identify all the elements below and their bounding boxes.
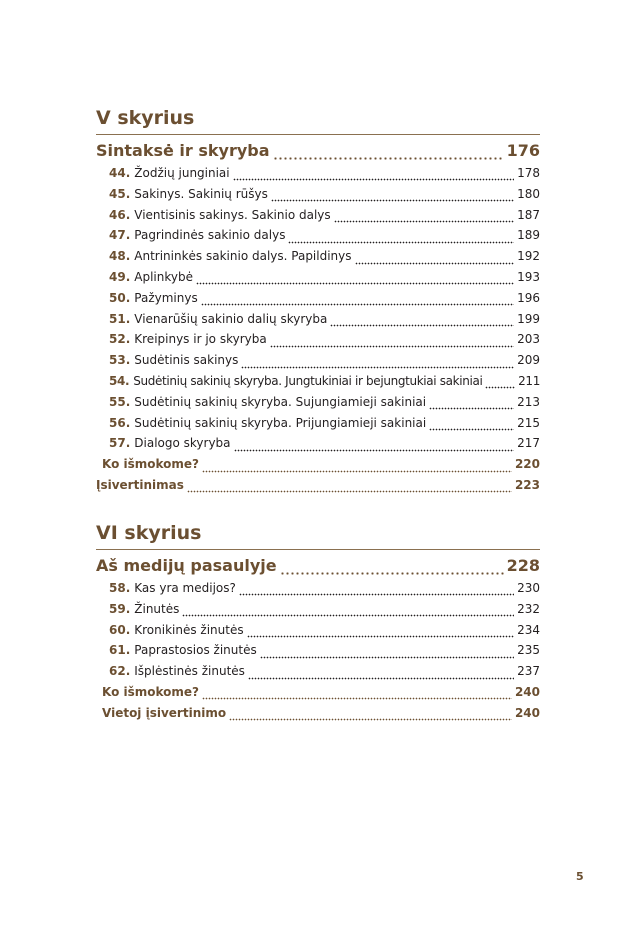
entry-page: 237 (517, 664, 540, 679)
toc-entry-47[interactable] (96, 225, 540, 246)
entry-number: 45. (109, 186, 131, 201)
entry-number: 60. (109, 622, 131, 637)
summary-label: Įsivertinimas (96, 477, 184, 492)
entry-number: 47. (109, 228, 131, 243)
dot-leader (229, 711, 512, 721)
entry-number: 57. (109, 436, 131, 451)
entry-label: Dialogo skyryba (134, 436, 231, 451)
dot-leader (271, 192, 514, 202)
entry-number: 62. (109, 664, 131, 679)
chapter-section-v (96, 106, 540, 496)
dot-leader (182, 607, 514, 617)
toc-entry-51[interactable] (96, 309, 540, 330)
toc-entry-61[interactable] (96, 640, 540, 661)
toc-entry-53[interactable] (96, 350, 540, 371)
dot-leader (330, 317, 514, 327)
dot-leader (273, 149, 504, 161)
entry-number: 58. (109, 581, 131, 595)
entry-page: 199 (517, 311, 540, 326)
dot-leader (187, 483, 512, 493)
summary-page: 240 (514, 684, 540, 699)
dot-leader (247, 628, 514, 638)
toc-entry-56[interactable] (96, 413, 540, 434)
dot-leader (248, 670, 514, 680)
topic-page: 176 (506, 141, 540, 160)
toc-topic-row[interactable] (96, 139, 540, 163)
entry-number: 46. (109, 207, 131, 222)
toc-entry-49[interactable] (96, 267, 540, 288)
entry-label: Antrininkės sakinio dalys. Papildinys (134, 249, 352, 264)
toc-summary-review[interactable] (96, 454, 540, 475)
toc-entry-52[interactable] (96, 329, 540, 350)
toc-entry-62[interactable] (96, 661, 540, 682)
entry-number: 56. (109, 415, 131, 430)
entry-number: 52. (109, 332, 131, 347)
toc-entry-50[interactable] (96, 288, 540, 309)
entry-page: 192 (517, 249, 540, 264)
dot-leader (288, 234, 514, 244)
entry-number: 49. (109, 269, 131, 284)
entry-number: 51. (109, 311, 131, 326)
chapter-title: V skyrius (96, 106, 540, 135)
toc-entry-44[interactable] (96, 163, 540, 184)
entry-page: 215 (517, 415, 540, 430)
entry-label: Žodžių junginiai (134, 166, 230, 180)
entry-label: Sakinys. Sakinių rūšys (134, 186, 268, 201)
toc-topic-row[interactable] (96, 554, 540, 578)
entry-page: 209 (517, 353, 540, 368)
entry-label: Sudėtinių sakinių skyryba. Sujungiamieji sakiniai (134, 394, 427, 409)
dot-leader (429, 400, 514, 410)
dot-leader (355, 255, 515, 265)
chapter-title: VI skyrius (96, 521, 540, 550)
entry-page: 235 (517, 643, 540, 658)
toc-entry-46[interactable] (96, 205, 540, 226)
toc-summary-review[interactable] (96, 682, 540, 703)
dot-leader (270, 338, 514, 348)
entry-number: 44. (109, 166, 131, 180)
entry-label: Pagrindinės sakinio dalys (134, 228, 286, 243)
entry-page: 203 (517, 332, 540, 347)
entry-label: Sudėtinių sakinių skyryba. Jungtukiniai ir bejungtukiai sakiniai (133, 373, 483, 388)
dot-leader (241, 359, 514, 369)
entry-label: Kas yra medijos? (134, 581, 236, 595)
dot-leader (202, 690, 512, 700)
summary-label: Ko išmokome? (102, 457, 200, 472)
toc-entry-55[interactable] (96, 392, 540, 413)
entry-label: Sudėtinis sakinys (134, 353, 239, 368)
entry-label: Žinutės (134, 601, 180, 616)
summary-label: Ko išmokome? (102, 684, 200, 699)
toc-entry-59[interactable] (96, 599, 540, 620)
entry-label: Kreipinys ir jo skyryba (134, 332, 267, 347)
entry-page: 178 (517, 166, 540, 180)
entry-label: Vienarūšių sakinio dalių skyryba (134, 311, 328, 326)
topic-label: Sintaksė ir skyryba (96, 141, 270, 160)
entry-label: Paprastosios žinutės (134, 643, 257, 658)
entry-page: 232 (517, 601, 540, 616)
dot-leader (233, 171, 514, 181)
toc-entry-54[interactable] (96, 371, 540, 392)
dot-leader (485, 379, 515, 389)
summary-page: 240 (514, 705, 540, 720)
toc-entry-48[interactable] (96, 246, 540, 267)
entry-label: Sudėtinių sakinių skyryba. Prijungiamieji sakiniai (134, 415, 427, 430)
entry-page: 234 (517, 622, 540, 637)
toc-summary-assessment[interactable] (96, 475, 540, 496)
entry-page: 217 (517, 436, 540, 451)
entry-page: 187 (517, 207, 540, 222)
toc-entry-45[interactable] (96, 184, 540, 205)
entry-number: 54. (109, 373, 130, 388)
summary-label: Vietoj įsivertinimo (102, 705, 227, 720)
toc-summary-assessment[interactable] (96, 703, 540, 724)
entry-number: 61. (109, 643, 131, 658)
topic-page: 228 (506, 556, 540, 575)
toc-entry-60[interactable] (96, 620, 540, 641)
page-number: 5 (576, 870, 584, 883)
toc-entry-58[interactable] (96, 578, 540, 599)
entry-page: 211 (518, 373, 540, 388)
summary-page: 223 (514, 477, 540, 492)
entry-page: 180 (517, 186, 540, 201)
entry-number: 55. (109, 394, 131, 409)
entry-label: Aplinkybė (134, 269, 193, 284)
entry-label: Pažyminys (134, 290, 198, 305)
dot-leader (234, 442, 515, 452)
entry-label: Kronikinės žinutės (134, 622, 244, 637)
entry-label: Išplėstinės žinutės (134, 664, 245, 679)
dot-leader (429, 421, 514, 431)
dot-leader (239, 586, 514, 596)
toc-entry-57[interactable] (96, 433, 540, 454)
entry-number: 48. (109, 249, 131, 264)
entry-page: 196 (517, 290, 540, 305)
topic-label: Aš medijų pasaulyje (96, 556, 277, 575)
dot-leader (202, 463, 512, 473)
summary-page: 220 (514, 457, 540, 472)
entry-number: 53. (109, 353, 131, 368)
dot-leader (280, 564, 504, 576)
dot-leader (196, 275, 514, 285)
entry-page: 193 (517, 269, 540, 284)
entry-page: 230 (517, 581, 540, 595)
entry-label: Vientisinis sakinys. Sakinio dalys (134, 207, 331, 222)
dot-leader (260, 649, 514, 659)
dot-leader (201, 296, 514, 306)
entry-page: 213 (517, 394, 540, 409)
dot-leader (334, 213, 514, 223)
entry-number: 50. (109, 290, 131, 305)
entry-number: 59. (109, 601, 131, 616)
chapter-section-vi (96, 521, 540, 724)
entry-page: 189 (517, 228, 540, 243)
